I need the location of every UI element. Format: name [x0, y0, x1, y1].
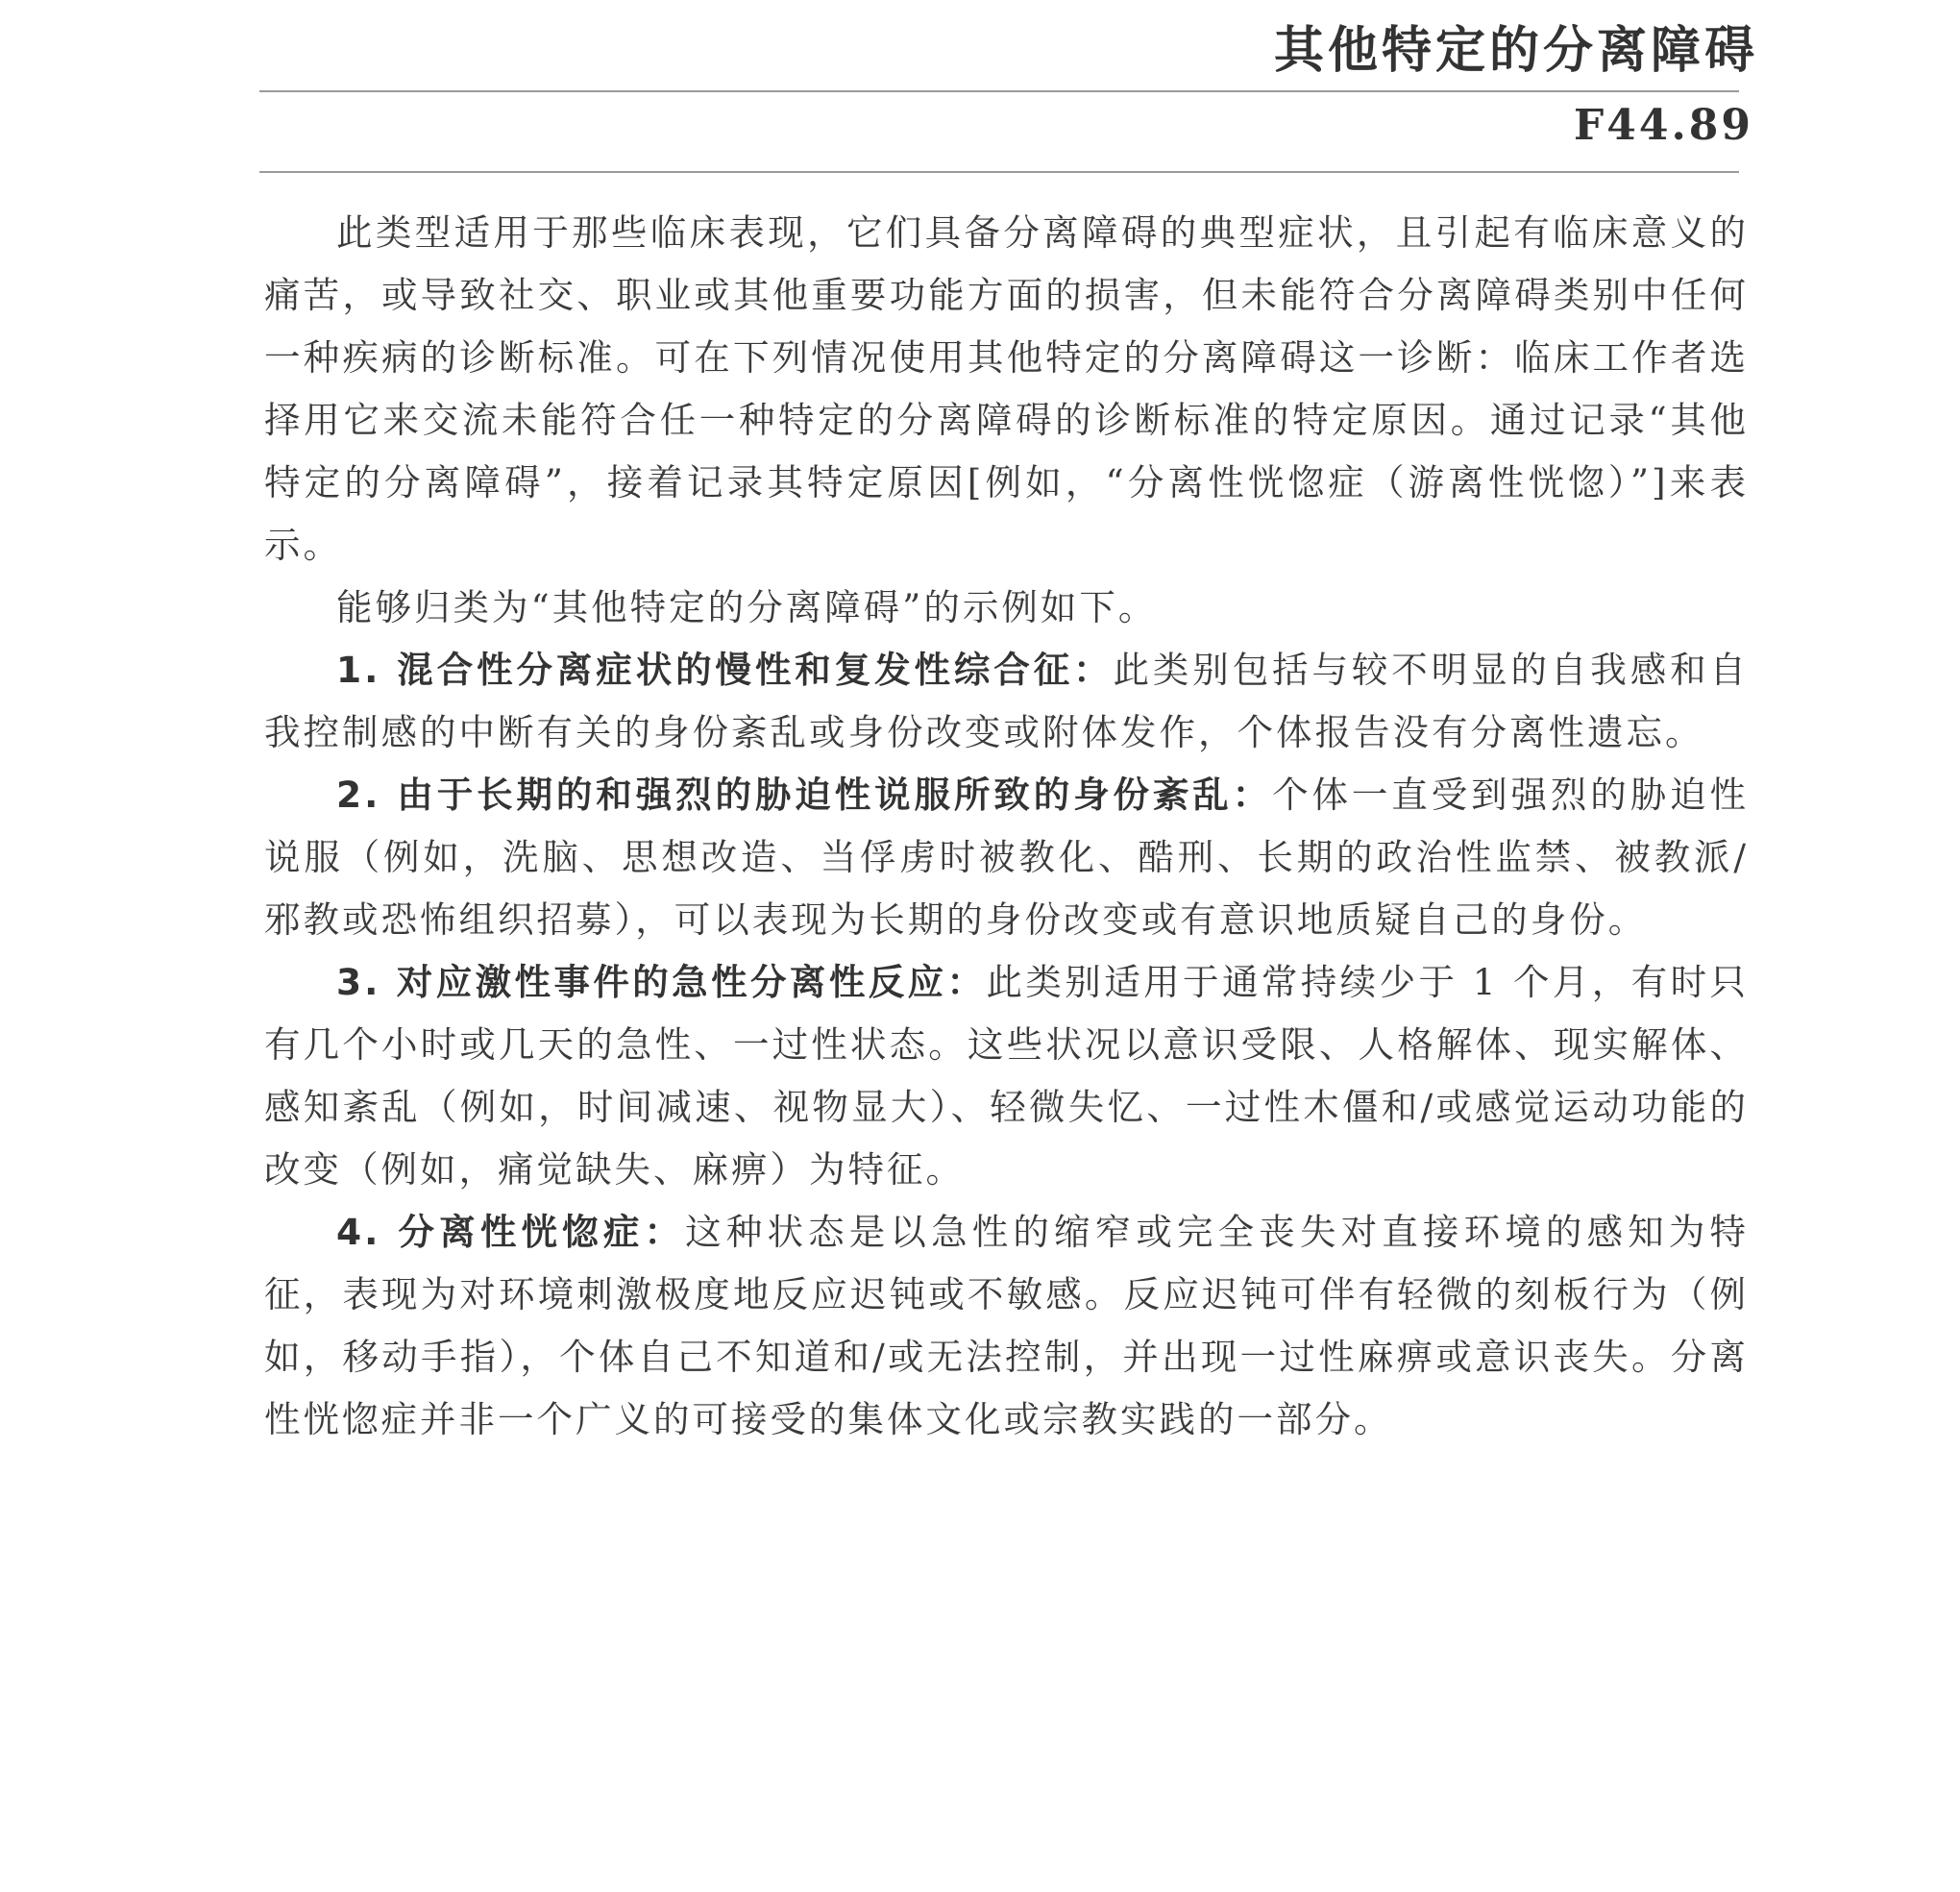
- example-heading: 3. 对应激性事件的急性分离性反应：: [336, 961, 987, 1003]
- example-text: 此类别适用于通常持续少于 1 个月，有时只有几个小时或几天的急性、一过性状态。这些状况以意识受限、人格解体、现实解体、感知紊乱（例如，时间减速、视物显大）、轻微失忆、一过性木僵和/或感觉运动功能的改变（例如，痛觉缺失、麻痹）为特征。: [264, 961, 1749, 1191]
- example-text: 此类别包括与较不明显的自我感和自我控制感的中断有关的身份紊乱或身份改变或附体发作，个体报告没有分离性遗忘。: [264, 649, 1749, 753]
- body-text: [264, 202, 1749, 1451]
- examples-lead-in: 能够归类为“其他特定的分离障碍”的示例如下。: [336, 586, 1158, 628]
- header-top-rule: [259, 90, 1739, 92]
- example-text: 这种状态是以急性的缩窄或完全丧失对直接环境的感知为特征，表现为对环境刺激极度地反应迟钝或不敏感。反应迟钝可伴有轻微的刻板行为（例如，移动手指），个体自己不知道和/或无法控制，并出现一过性麻痹或意识丧失。分离性恍惚症并非一个广义的可接受的集体文化或宗教实践的一部分。: [264, 1211, 1749, 1440]
- example-item-1: [264, 639, 1749, 764]
- example-heading: 1. 混合性分离症状的慢性和复发性综合征：: [336, 649, 1114, 691]
- example-text: 个体一直受到强烈的胁迫性说服（例如，洗脑、思想改造、当俘虏时被教化、酷刑、长期的政治性监禁、被教派/邪教或恐怖组织招募），可以表现为长期的身份改变或有意识地质疑自己的身份。: [264, 774, 1749, 941]
- example-item-4: [264, 1201, 1749, 1451]
- example-item-3: [264, 951, 1749, 1201]
- example-item-2: [264, 764, 1749, 951]
- intro-paragraph: 此类型适用于那些临床表现，它们具备分离障碍的典型症状，且引起有临床意义的痛苦，或导致社交、职业或其他重要功能方面的损害，但未能符合分离障碍类别中任何一种疾病的诊断标准。可在下列情况使用其他特定的分离障碍这一诊断：临床工作者选择用它来交流未能符合任一种特定的分离障碍的诊断标准的特定原因。通过记录“其他特定的分离障碍”，接着记录其特定原因[例如，“分离性恍惚症（游离性恍惚）”]来表示。: [264, 211, 1749, 566]
- example-heading: 2. 由于长期的和强烈的胁迫性说服所致的身份紊乱：: [336, 774, 1273, 816]
- header-bottom-rule: [259, 171, 1739, 173]
- example-heading: 4. 分离性恍惚症：: [336, 1211, 686, 1253]
- diagnosis-code: F44.89: [1573, 101, 1753, 150]
- section-title: 其他特定的分离障碍: [1273, 22, 1758, 80]
